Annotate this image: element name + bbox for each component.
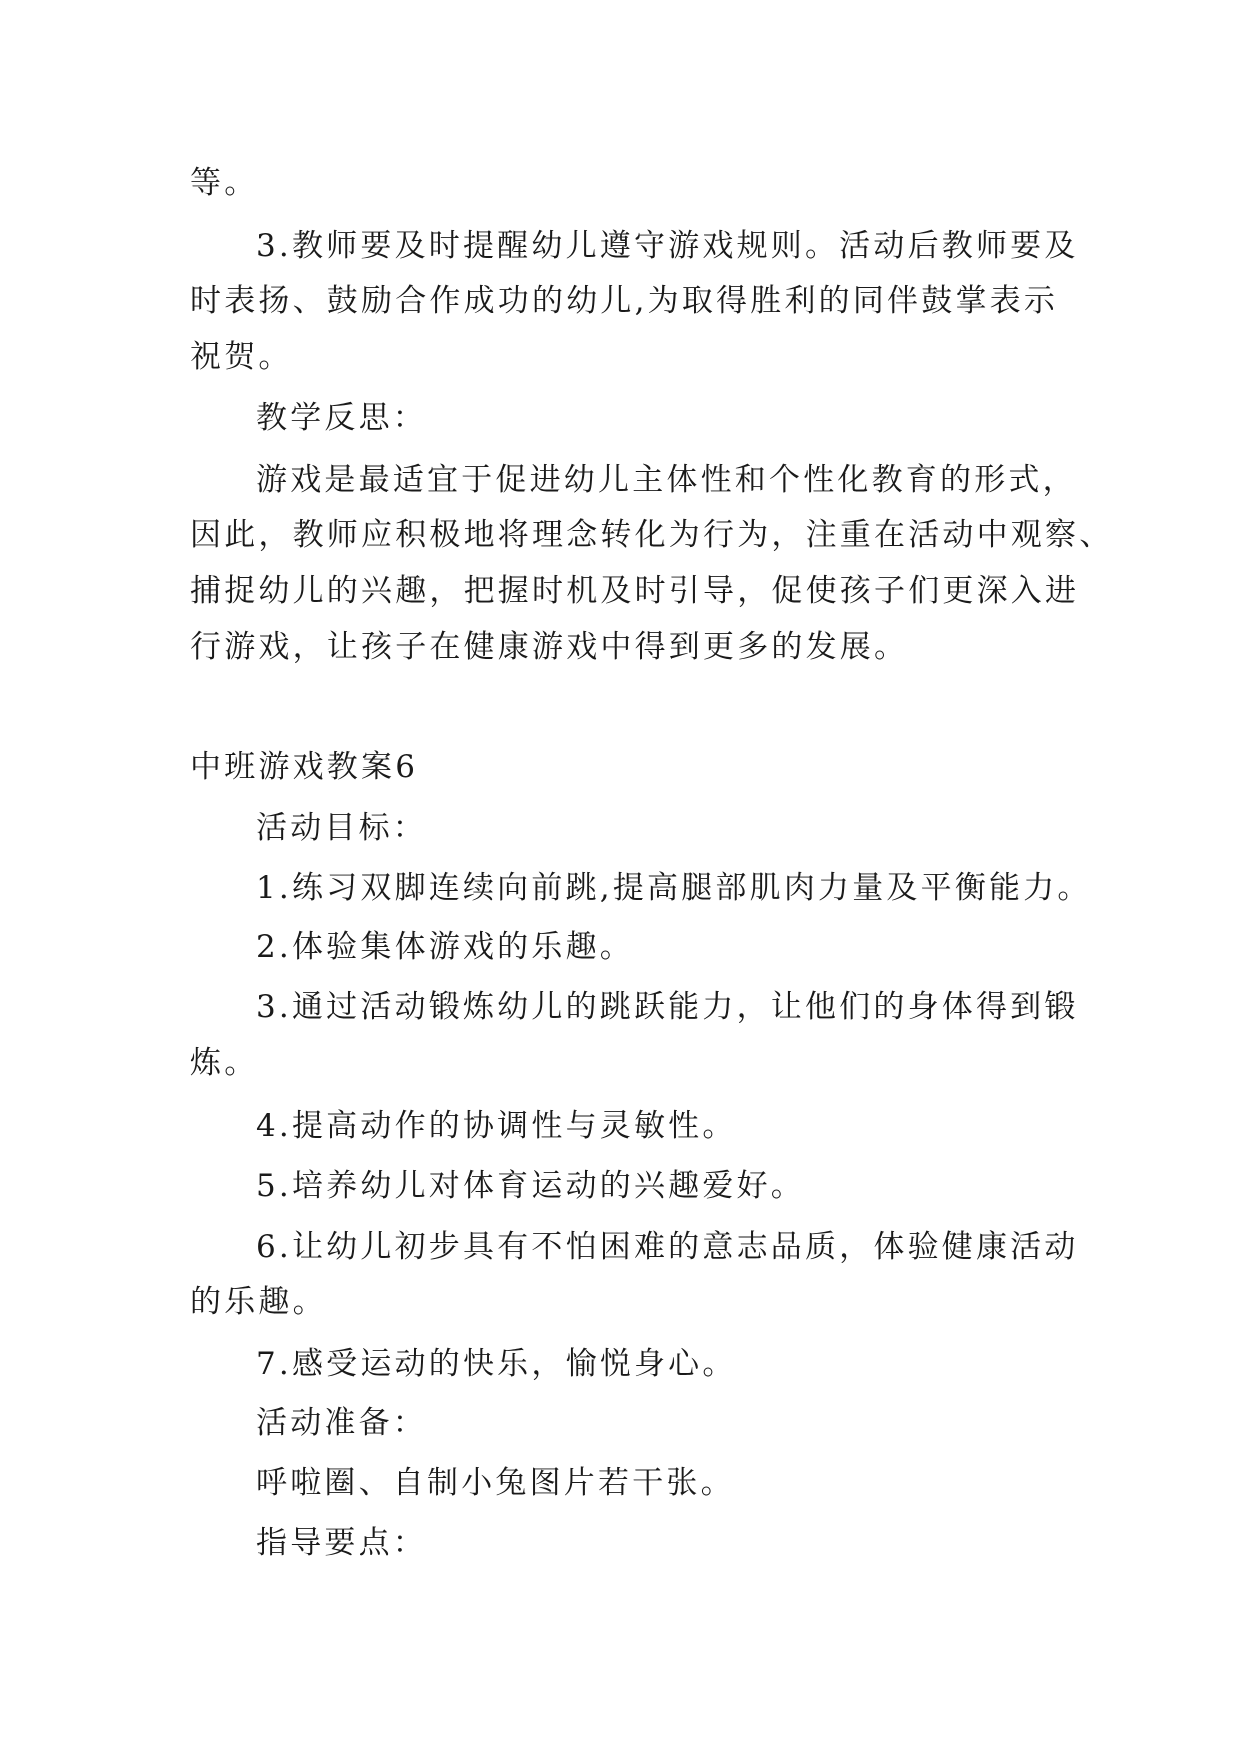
goal-3-line-1: 3.通过活动锻炼幼儿的跳跃能力，让他们的身体得到锻: [256, 989, 1079, 1025]
guideline-3-line-2: 时表扬、鼓励合作成功的幼儿,为取得胜利的同伴鼓掌表示: [190, 283, 1059, 319]
goal-2: 2.体验集体游戏的乐趣。: [256, 929, 634, 965]
goal-6-line-1: 6.让幼儿初步具有不怕困难的意志品质，体验健康活动: [256, 1229, 1079, 1265]
lesson-title: 中班游戏教案6: [190, 749, 419, 785]
goal-7: 7.感受运动的快乐，愉悦身心。: [256, 1346, 737, 1382]
reflection-line-3: 捕捉幼儿的兴趣，把握时机及时引导，促使孩子们更深入进: [190, 573, 1080, 609]
reflection-line-2: 因此，教师应积极地将理念转化为行为，注重在活动中观察、: [190, 517, 1114, 553]
goal-5: 5.培养幼儿对体育运动的兴趣爱好。: [256, 1168, 805, 1204]
guideline-3-line-3: 祝贺。: [190, 339, 293, 375]
goals-heading: 活动目标：: [256, 810, 427, 846]
reflection-line-4: 行游戏，让孩子在健康游戏中得到更多的发展。: [190, 629, 909, 665]
reflection-line-1: 游戏是最适宜于促进幼儿主体性和个性化教育的形式，: [256, 462, 1077, 498]
reflection-heading: 教学反思：: [256, 400, 427, 436]
guidance-heading: 指导要点：: [256, 1525, 427, 1561]
paragraph-continuation-line: 等。: [190, 165, 259, 201]
preparation-materials: 呼啦圈、自制小兔图片若干张。: [256, 1465, 735, 1501]
goal-6-line-2: 的乐趣。: [190, 1284, 327, 1320]
guideline-3-line-1: 3.教师要及时提醒幼儿遵守游戏规则。活动后教师要及: [256, 228, 1079, 264]
goal-4: 4.提高动作的协调性与灵敏性。: [256, 1108, 737, 1144]
goal-1: 1.练习双脚连续向前跳,提高腿部肌肉力量及平衡能力。: [256, 870, 1092, 906]
goal-3-line-2: 炼。: [190, 1045, 259, 1081]
preparation-heading: 活动准备：: [256, 1405, 427, 1441]
